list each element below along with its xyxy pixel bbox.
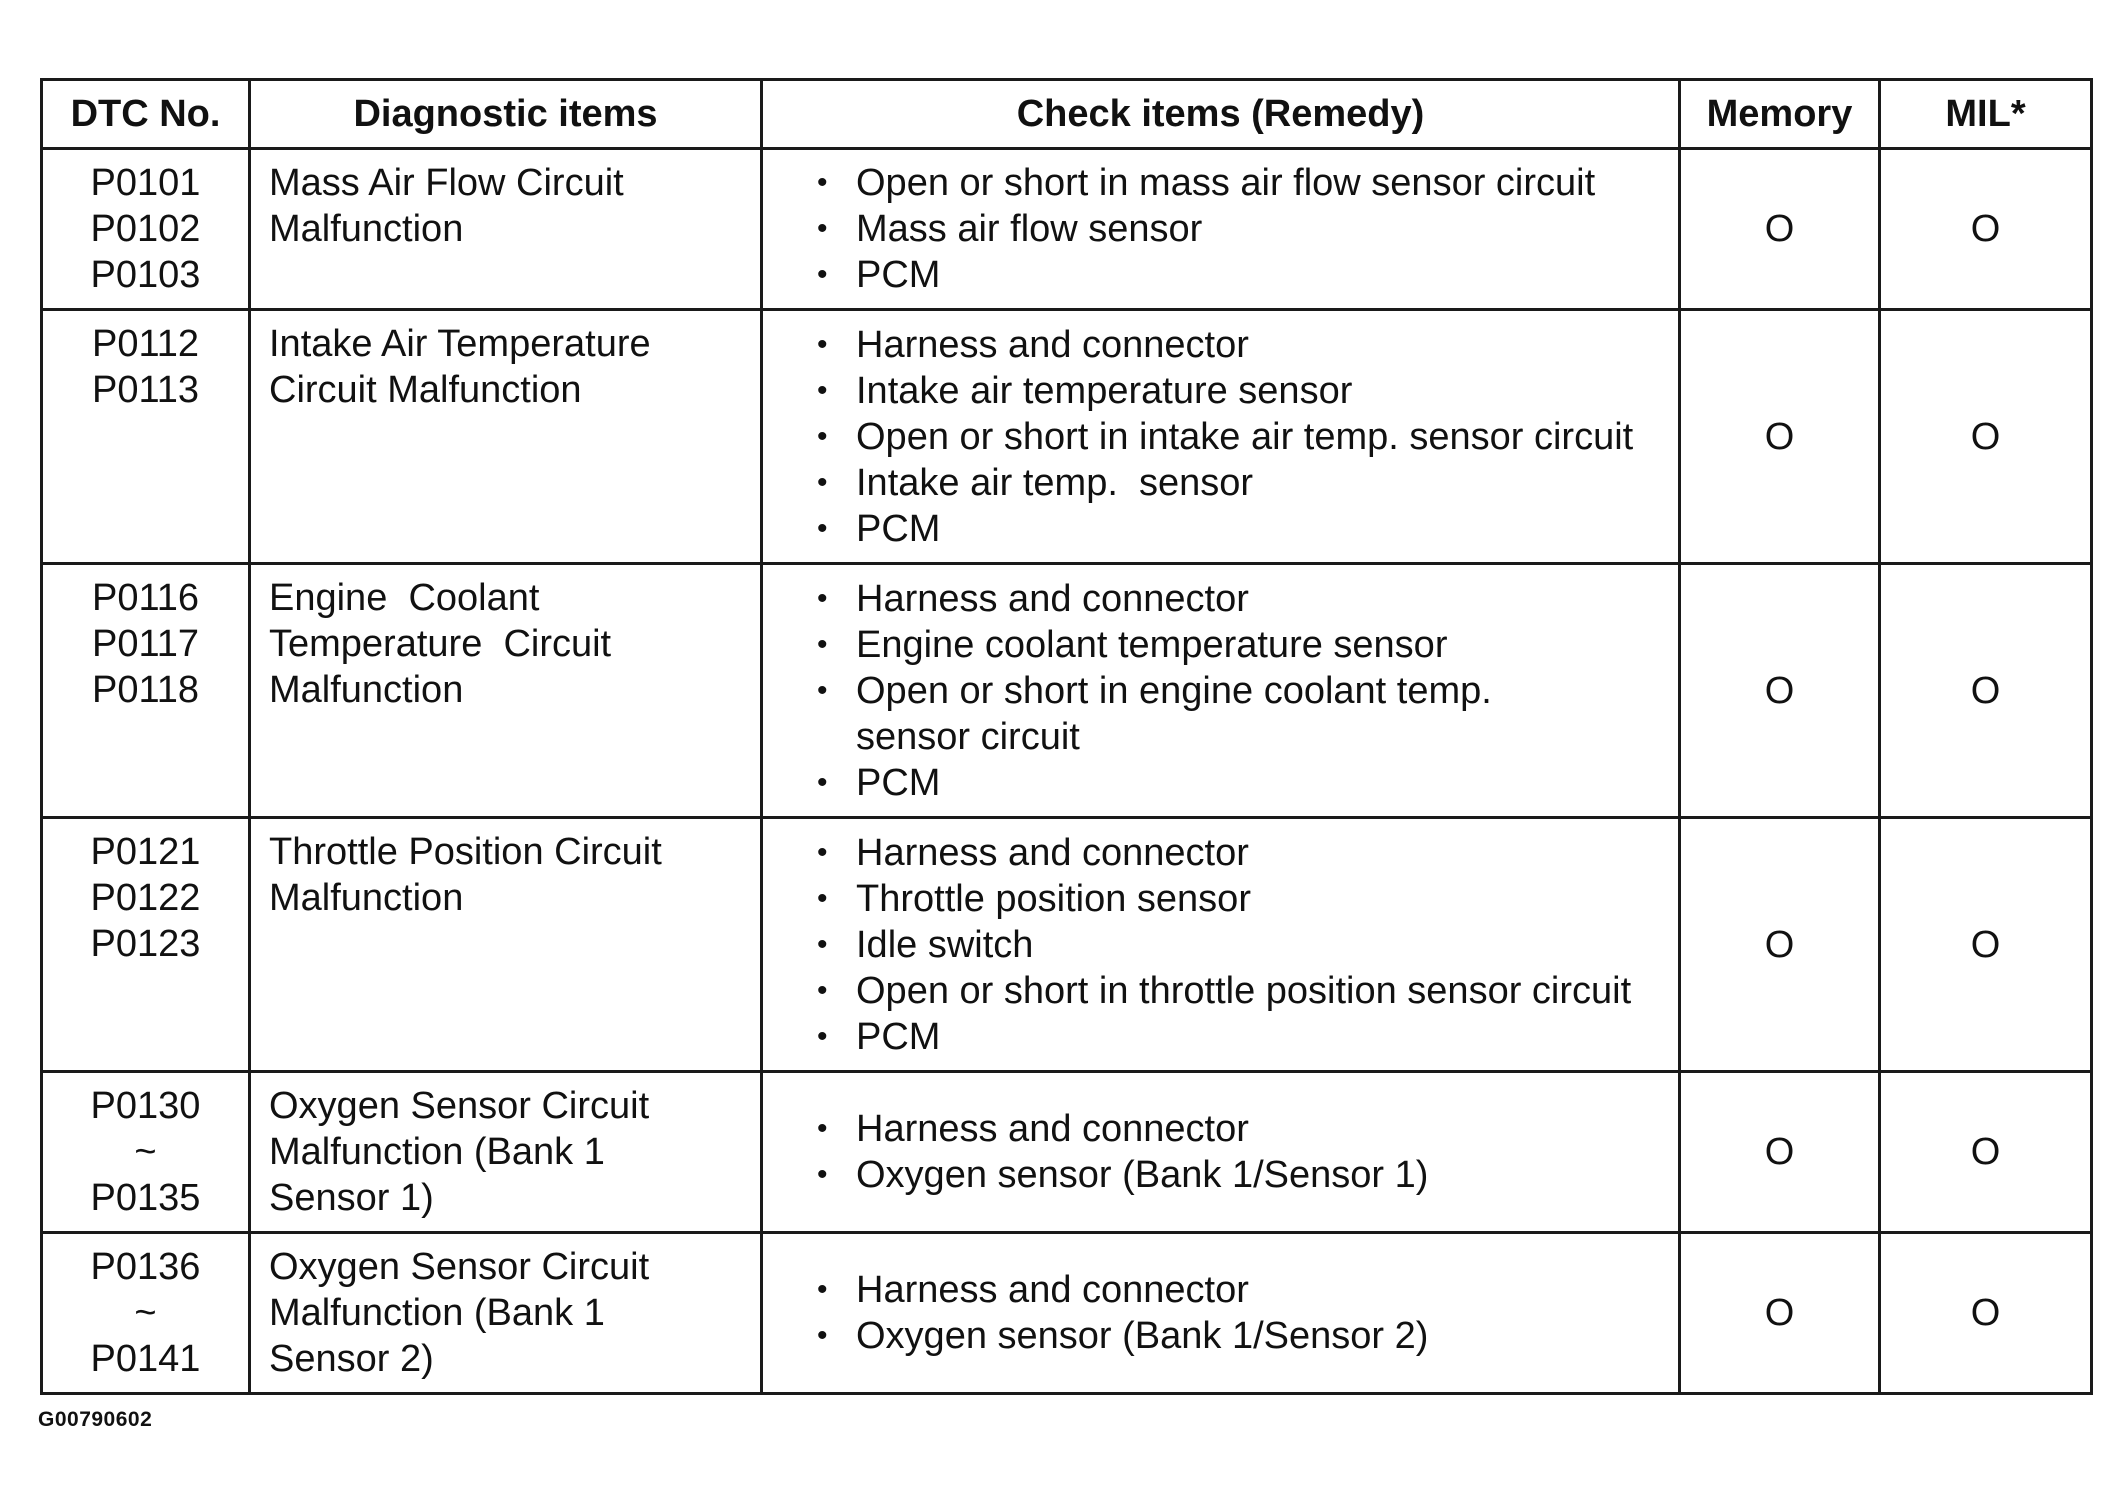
check-item-text: Open or short in mass air flow sensor circuit (856, 162, 1596, 204)
diagnostic-text-line: Circuit Malfunction (269, 369, 582, 411)
check-item (817, 368, 1678, 414)
diagnostic-text-line: Intake Air Temperature (269, 323, 651, 365)
mil-mark: O (1880, 818, 2092, 1072)
bullet-icon: • (817, 511, 828, 545)
bullet-icon: • (817, 673, 828, 707)
table-row (42, 564, 2092, 818)
memory-mark: O (1680, 149, 1880, 310)
diagnostic-item-cell (250, 1072, 762, 1233)
header-dtc: DTC No. (42, 80, 250, 149)
check-item-text: Idle switch (856, 923, 1034, 966)
diagnostic-text-line: Malfunction (269, 669, 464, 711)
diagnostic-text-line: Throttle Position Circuit (269, 831, 662, 873)
memory-mark: O (1680, 310, 1880, 564)
check-item-text: Oxygen sensor (Bank 1/Sensor 1) (856, 1154, 1429, 1196)
check-item (817, 1313, 1678, 1359)
check-item (817, 206, 1678, 252)
bullet-icon: • (817, 373, 828, 407)
mil-mark: O (1880, 564, 2092, 818)
check-item-text: Mass air flow sensor (856, 208, 1203, 250)
dtc-code: P0101 (90, 162, 201, 204)
dtc-code: P0102 (90, 208, 201, 250)
dtc-code: P0118 (91, 669, 200, 711)
mil-mark: O (1880, 149, 2092, 310)
header-row (42, 80, 2092, 149)
diagnostic-text-line: Malfunction (269, 208, 464, 250)
check-items-cell (762, 564, 1680, 818)
bullet-icon: • (817, 927, 828, 961)
check-item (817, 252, 1678, 298)
check-item-text: Harness and connector (856, 1269, 1249, 1311)
diagnostic-text-line: Sensor 2) (269, 1338, 434, 1380)
check-item-text: PCM (856, 254, 941, 296)
check-items-cell (762, 1072, 1680, 1233)
table-row (42, 818, 2092, 1072)
header-check-items: Check items (Remedy) (762, 80, 1680, 149)
dtc-code: P0136 (90, 1246, 201, 1288)
diagnostic-text-line: Engine Coolant (269, 577, 540, 619)
check-item-text: Open or short in intake air temp. sensor circuit (856, 415, 1634, 458)
diagnostic-text-line: Temperature Circuit (269, 623, 612, 665)
check-item-text: PCM (856, 1015, 941, 1058)
check-item-text: Harness and connector (856, 831, 1249, 874)
bullet-icon: • (817, 973, 828, 1007)
dtc-codes-cell (42, 1233, 250, 1394)
check-items-list (817, 160, 1678, 298)
check-item-continuation: sensor circuit (856, 715, 1080, 758)
check-item (817, 622, 1678, 668)
check-item-text: Harness and connector (856, 577, 1249, 620)
check-item (817, 460, 1678, 506)
dtc-code: P0113 (91, 369, 200, 411)
dtc-codes-cell (42, 1072, 250, 1233)
diagnostic-text-line: Malfunction (Bank 1 (269, 1292, 605, 1334)
check-items-cell (762, 310, 1680, 564)
dtc-codes-cell (42, 310, 250, 564)
dtc-code: P0112 (91, 323, 200, 365)
check-items-list (817, 322, 1678, 552)
bullet-icon: • (817, 419, 828, 453)
check-items-cell (762, 149, 1680, 310)
check-items-list (817, 1106, 1678, 1198)
check-item (817, 1152, 1678, 1198)
check-item (817, 922, 1678, 968)
bullet-icon: • (817, 465, 828, 499)
dtc-code-range-tilde: ~ (134, 1131, 157, 1173)
check-item-text: Intake air temperature sensor (856, 369, 1353, 412)
diagnostic-item-cell (250, 310, 762, 564)
table-row (42, 1072, 2092, 1233)
check-item (817, 322, 1678, 368)
check-item (817, 668, 1678, 760)
dtc-code: P0130 (90, 1085, 201, 1127)
diagnostic-text-line: Oxygen Sensor Circuit (269, 1246, 650, 1288)
mil-mark: O (1880, 310, 2092, 564)
check-item-text: Engine coolant temperature sensor (856, 623, 1448, 666)
bullet-icon: • (817, 1273, 828, 1306)
check-items-cell (762, 818, 1680, 1072)
check-item-text: PCM (856, 507, 941, 550)
dtc-codes-cell (42, 149, 250, 310)
dtc-code: P0116 (91, 577, 200, 619)
check-item (817, 1106, 1678, 1152)
check-item (817, 576, 1678, 622)
diagnostic-item-cell (250, 149, 762, 310)
check-item-text: Harness and connector (856, 1108, 1249, 1150)
check-item-text: Intake air temp. sensor (856, 461, 1254, 504)
diagnostic-text-line: Sensor 1) (269, 1177, 434, 1219)
table-row (42, 149, 2092, 310)
bullet-icon: • (817, 627, 828, 661)
dtc-code: P0122 (90, 877, 201, 919)
check-item-text: Open or short in engine coolant temp. (856, 669, 1492, 712)
header-memory: Memory (1680, 80, 1880, 149)
table-row (42, 1233, 2092, 1394)
check-item-text: Oxygen sensor (Bank 1/Sensor 2) (856, 1315, 1429, 1357)
mil-mark: O (1880, 1072, 2092, 1233)
bullet-icon: • (817, 1158, 828, 1191)
check-item (817, 414, 1678, 460)
diagnostic-text-line: Mass Air Flow Circuit (269, 162, 624, 204)
memory-mark: O (1680, 1072, 1880, 1233)
dtc-code: P0103 (90, 254, 201, 296)
diagnostic-text-line: Malfunction (Bank 1 (269, 1131, 605, 1173)
dtc-code: P0135 (90, 1177, 201, 1219)
check-item-text: PCM (856, 761, 941, 804)
header-mil: MIL* (1880, 80, 2092, 149)
bullet-icon: • (817, 881, 828, 915)
dtc-code-range-tilde: ~ (134, 1292, 157, 1334)
check-item-text: Harness and connector (856, 323, 1249, 366)
check-item (817, 968, 1678, 1014)
diagnostic-item-cell (250, 1233, 762, 1394)
table-row (42, 310, 2092, 564)
check-items-list (817, 830, 1678, 1060)
bullet-icon: • (817, 835, 828, 869)
check-items-list (817, 576, 1678, 806)
diagnostic-item-cell (250, 564, 762, 818)
header-diagnostic-items: Diagnostic items (250, 80, 762, 149)
bullet-icon: • (817, 765, 828, 799)
check-items-cell (762, 1233, 1680, 1394)
check-item (817, 1267, 1678, 1313)
dtc-code: P0121 (90, 831, 201, 873)
memory-mark: O (1680, 818, 1880, 1072)
memory-mark: O (1680, 564, 1880, 818)
dtc-code: P0123 (90, 923, 201, 965)
check-item (817, 876, 1678, 922)
bullet-icon: • (817, 327, 828, 361)
dtc-code: P0117 (91, 623, 200, 665)
mil-mark: O (1880, 1233, 2092, 1394)
diagnostic-text-line: Oxygen Sensor Circuit (269, 1085, 650, 1127)
bullet-icon: • (817, 258, 828, 291)
check-item (817, 506, 1678, 552)
check-item (817, 160, 1678, 206)
dtc-table (40, 78, 2093, 1395)
check-item (817, 1014, 1678, 1060)
dtc-code: P0141 (90, 1338, 201, 1380)
dtc-codes-cell (42, 564, 250, 818)
bullet-icon: • (817, 1112, 828, 1145)
bullet-icon: • (817, 166, 828, 199)
memory-mark: O (1680, 1233, 1880, 1394)
bullet-icon: • (817, 1019, 828, 1053)
diagnostic-text-line: Malfunction (269, 877, 464, 919)
check-item (817, 760, 1678, 806)
check-item-text: Open or short in throttle position sensor circuit (856, 969, 1632, 1012)
bullet-icon: • (817, 212, 828, 245)
bullet-icon: • (817, 581, 828, 615)
figure-id: G00790602 (38, 1408, 153, 1431)
dtc-codes-cell (42, 818, 250, 1072)
check-items-list (817, 1267, 1678, 1359)
diagnostic-item-cell (250, 818, 762, 1072)
bullet-icon: • (817, 1319, 828, 1352)
check-item-text: Throttle position sensor (856, 877, 1251, 920)
check-item (817, 830, 1678, 876)
